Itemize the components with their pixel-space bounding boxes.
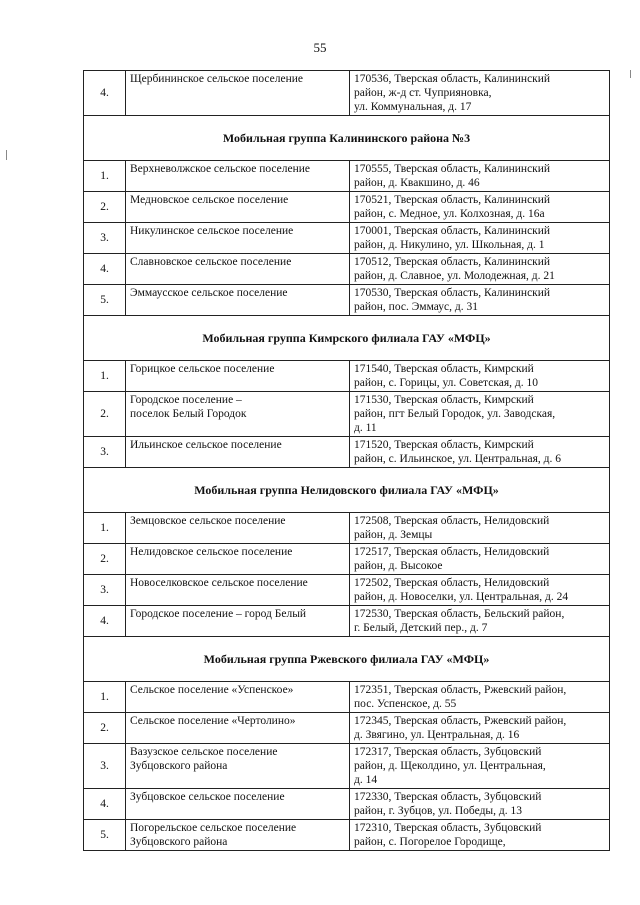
section-heading: Мобильная группа Калининского района №3 [84,116,610,161]
settlement-name-line: Никулинское сельское поселение [130,225,294,237]
table-row [84,285,610,316]
row-number: 2. [84,192,126,223]
address-line: район, д. Квакшино, д. 46 [354,177,480,189]
address-line: 172508, Тверская область, Нелидовский [354,515,550,527]
table-body [84,71,610,851]
settlement-name-line: Погорельское сельское поселение [130,822,297,834]
address-cell [350,285,610,316]
table-row [84,254,610,285]
address-line: район, с. Ильинское, ул. Центральная, д. 6 [354,453,562,465]
table-row [84,437,610,468]
settlement-name-cell [126,544,350,575]
address-line: 172517, Тверская область, Нелидовский [354,546,550,558]
settlement-name-cell [126,392,350,437]
settlement-name-cell [126,744,350,789]
address-line: район, с. Медное, ул. Колхозная, д. 16а [354,208,545,220]
section-heading: Мобильная группа Ржевского филиала ГАУ «МФЦ» [84,637,610,682]
address-line: 170521, Тверская область, Калининский [354,194,551,206]
address-cell [350,71,610,116]
settlement-name-cell [126,71,350,116]
settlement-name-line: Зубцовского района [130,760,228,772]
table-row [84,713,610,744]
address-line: ул. Коммунальная, д. 17 [354,101,472,113]
settlement-name-cell [126,789,350,820]
address-cell [350,254,610,285]
address-cell [350,606,610,637]
settlement-name-line: Эммаусское сельское поселение [130,287,288,299]
address-line: г. Белый, Детский пер., д. 7 [354,622,488,634]
settlement-name-line: Вазузское сельское поселение [130,746,278,758]
row-number: 5. [84,285,126,316]
row-number: 1. [84,161,126,192]
table-row [84,575,610,606]
settlement-name-cell [126,606,350,637]
address-line: 170001, Тверская область, Калининский [354,225,551,237]
address-line: район, пос. Эммаус, д. 31 [354,301,479,313]
settlement-name-cell [126,161,350,192]
table-row [84,392,610,437]
address-line: район, г. Зубцов, ул. Победы, д. 13 [354,805,522,817]
table-row [84,606,610,637]
settlement-name-line: Городское поселение – город Белый [130,608,307,620]
row-number: 1. [84,513,126,544]
scan-edge-mark [630,70,631,78]
address-line: район, д. Никулино, ул. Школьная, д. 1 [354,239,545,251]
settlement-name-cell [126,437,350,468]
row-number: 4. [84,789,126,820]
settlement-name-cell [126,223,350,254]
settlement-name-cell [126,285,350,316]
row-number: 3. [84,223,126,254]
settlement-name-line: Зубцовского района [130,836,228,848]
address-line: 172351, Тверская область, Ржевский район, [354,684,567,696]
address-cell [350,161,610,192]
row-number: 3. [84,437,126,468]
settlement-name-line: Ильинское сельское поселение [130,439,282,451]
address-cell [350,437,610,468]
address-line: район, д. Высокое [354,560,443,572]
address-line: район, с. Погорелое Городище, [354,836,506,848]
address-line: 171530, Тверская область, Кимрский [354,394,534,406]
row-number: 3. [84,744,126,789]
table-row [84,71,610,116]
row-number: 5. [84,820,126,851]
settlement-name-cell [126,820,350,851]
row-number: 1. [84,682,126,713]
settlement-name-line: Городское поселение – [130,394,242,406]
address-line: 170512, Тверская область, Калининский [354,256,551,268]
section-heading: Мобильная группа Нелидовского филиала ГАУ «МФЦ» [84,468,610,513]
address-cell [350,682,610,713]
address-cell [350,361,610,392]
settlement-name-line: Горицкое сельское поселение [130,363,275,375]
settlement-name-line: Сельское поселение «Успенское» [130,684,294,696]
row-number: 4. [84,254,126,285]
address-line: 170555, Тверская область, Калининский [354,163,551,175]
address-line: район, пгт Белый Городок, ул. Заводская, [354,408,556,420]
row-number: 3. [84,575,126,606]
row-number: 4. [84,606,126,637]
table-row [84,544,610,575]
row-number: 2. [84,544,126,575]
address-line: 171520, Тверская область, Кимрский [354,439,534,451]
address-line: 172310, Тверская область, Зубцовский [354,822,542,834]
address-cell [350,744,610,789]
row-number: 4. [84,71,126,116]
settlement-name-cell [126,682,350,713]
section-heading-row [84,316,610,361]
section-heading-row [84,468,610,513]
address-line: 170530, Тверская область, Калининский [354,287,551,299]
settlement-name-line: поселок Белый Городок [130,408,247,420]
settlement-name-line: Медновское сельское поселение [130,194,289,206]
section-heading-row [84,637,610,682]
settlement-name-cell [126,254,350,285]
address-cell [350,789,610,820]
address-line: 172345, Тверская область, Ржевский район, [354,715,567,727]
table-row [84,513,610,544]
settlement-name-line: Зубцовское сельское поселение [130,791,285,803]
settlement-name-line: Верхневолжское сельское поселение [130,163,311,175]
address-line: д. 14 [354,774,378,786]
settlement-name-cell [126,361,350,392]
address-cell [350,513,610,544]
settlement-name-line: Славновское сельское поселение [130,256,292,268]
table-row [84,789,610,820]
section-heading-row [84,116,610,161]
table-row [84,223,610,254]
address-line: 171540, Тверская область, Кимрский [354,363,534,375]
row-number: 1. [84,361,126,392]
settlement-name-cell [126,713,350,744]
address-cell [350,713,610,744]
table-row [84,744,610,789]
scan-edge-mark [6,150,7,160]
address-line: район, д. Славное, ул. Молодежная, д. 21 [354,270,555,282]
address-line: район, д. Щеколдино, ул. Центральная, [354,760,546,772]
section-heading: Мобильная группа Кимрского филиала ГАУ «МФЦ» [84,316,610,361]
address-line: 172330, Тверская область, Зубцовский [354,791,542,803]
settlement-name-cell [126,513,350,544]
address-line: район, д. Земцы [354,529,433,541]
address-line: район, с. Горицы, ул. Советская, д. 10 [354,377,538,389]
settlement-name-line: Сельское поселение «Чертолино» [130,715,296,727]
settlement-name-line: Щербининское сельское поселение [130,73,304,85]
row-number: 2. [84,392,126,437]
table-row [84,820,610,851]
address-line: 172317, Тверская область, Зубцовский [354,746,542,758]
settlement-name-cell [126,192,350,223]
table-row [84,361,610,392]
settlements-table [83,70,610,851]
address-cell [350,544,610,575]
address-line: д. Звягино, ул. Центральная, д. 16 [354,729,520,741]
settlement-name-line: Нелидовское сельское поселение [130,546,293,558]
settlement-name-line: Земцовское сельское поселение [130,515,286,527]
row-number: 2. [84,713,126,744]
address-line: пос. Успенское, д. 55 [354,698,457,710]
address-cell [350,192,610,223]
address-cell [350,820,610,851]
address-line: 172530, Тверская область, Бельский район, [354,608,565,620]
page-number: 55 [313,40,327,55]
address-cell [350,223,610,254]
address-line: 172502, Тверская область, Нелидовский [354,577,550,589]
address-line: район, ж-д ст. Чуприяновка, [354,87,492,99]
address-line: д. 11 [354,422,377,434]
address-line: 170536, Тверская область, Калининский [354,73,551,85]
table-row [84,192,610,223]
table-row [84,161,610,192]
settlement-name-line: Новоселковское сельское поселение [130,577,308,589]
address-cell [350,575,610,606]
settlement-name-cell [126,575,350,606]
table-row [84,682,610,713]
address-cell [350,392,610,437]
address-line: район, д. Новоселки, ул. Центральная, д. 24 [354,591,569,603]
